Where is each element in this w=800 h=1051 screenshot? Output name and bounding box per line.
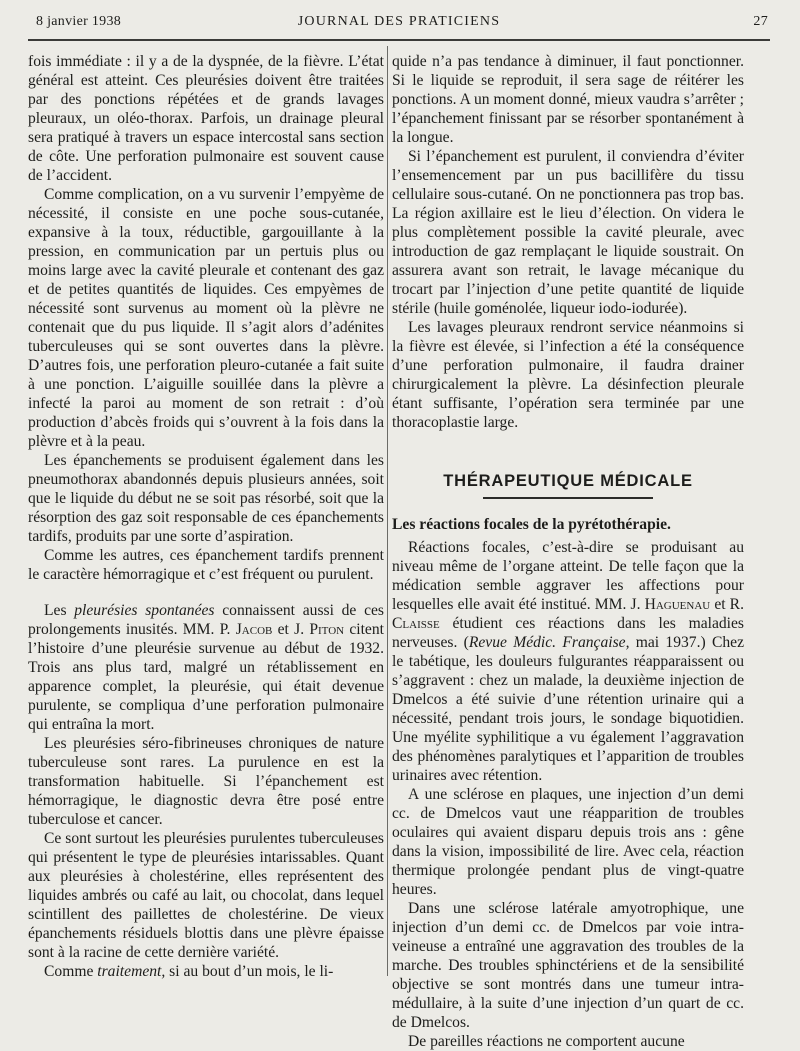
article-title: Les réactions focales de la pyrétothérapie. [392,516,671,533]
header-date: 8 janvier 1938 [36,14,122,29]
paragraph: Si l’épanchement est purulent, il conviendra d’éviter l’ensemencement par un pus bacillifère du tissu cellulaire sous-cutané. On ne ponctionnera pas trop bas. La région axillaire est le lieu d’élection. On videra le plus complètement possible la cavité pleurale, avec introduction de gaz remplaçant le liquide soustrait. On assurera avant son retrait, le lavage mécanique du trocart par l’injection d’une petite quantité de liquide stérile (huile goménolée, liqueur iodo-iodurée). [392,148,744,317]
text-run: Réactions focales, c’est-à-dire se produisant au niveau même de l’organe atteint. De telle façon que la médication semble aggraver les affections pour lesquelles elle avait été institué. MM. J. [392,539,744,613]
text-run: connaissent aussi de ces prolongements inusités. MM. P. [28,602,384,638]
left-column [28,52,384,981]
text-run: et R. [710,596,744,613]
paragraph: fois immédiate : il y a de la dyspnée, de la fièvre. L’état général est atteint. Ces pleurésies doivent être traitées par des ponctions répétées et de grands lavages pleuraux, un oléo-thorax. Parfois, un drainage pleural sera pratiqué à travers un espace intercostal sans section de côte. Une perforation pulmonaire est souvent cause de l’accident. [28,53,384,184]
author-name: Jacob [235,621,273,638]
paragraph: Dans une sclérose latérale amyotrophique, une injection d’un demi cc. de Dmelcos par voie intra-veineuse a entraîné une aggravation des troubles de la marche. Des troubles sphinctériens et de la sensibilité objective se sont montrés dans une tumeur intra-médullaire, à la suite d’une injection d’un quart de cc. de Dmelcos. [392,900,744,1031]
text-run: mai 1937.) Chez le tabétique, les douleurs fulgurantes réapparaissent ou s’aggravent : chez un malade, la deuxième injection de Dmelcos a été suivie d’une rétention urinaire qui a nécessité, pendant trois jours, le sondage biquotidien. Une myélite syphilitique a vu également l’aggravation des phénomènes paralytiques et l’apparition de troubles urinaires avec rétention. [392,634,744,784]
paragraph [28,601,384,734]
text-run: et J. [272,621,310,638]
header-journal-title: JOURNAL DES PRATICIENS [297,14,501,29]
text-run: Les [44,602,75,619]
paragraph: De pareilles réactions ne comportent aucune [408,1033,685,1050]
section-heading-rule [483,497,653,499]
paragraph: quide n’a pas tendance à diminuer, il faut ponctionner. Si le liquide se reproduit, il sera sage de réitérer les ponctions. A un moment donné, mieux vaudra s’arrêter ; l’épanchement finissant par se résorber spontanément à la longue. [392,53,744,146]
right-column [392,52,744,1051]
paragraph: Ce sont surtout les pleurésies purulentes tuberculeuses qui présentent le type de pleurésies intarissables. Quant aux pleurésies à cholestérine, elles représentent des liquides ambrés ou café au lait, ou chocolat, dans lequel scintillent des paillettes de cholestérine. De vieux épanchements résiduels blottis dans une plèvre épaisse sont à la racine de cette dernière variété. [28,830,384,961]
text-run: étudient ces réactions dans les maladies nerveuses. ( [392,615,744,651]
header-page-number: 27 [753,14,768,29]
paragraph: A une sclérose en plaques, une injection d’un demi cc. de Dmelcos vaut une réapparition de troubles oculaires qui avaient disparu depuis trois ans : gêne dans la vision, impossibilité de lire. Avec cela, réaction thermique prolongée pendant plus de vingt-quatre heures. [392,786,744,898]
text-run: Comme [44,963,98,980]
journal-reference: Revue Médic. Française, [468,634,630,651]
text-run: si au bout d’un mois, le li- [165,963,334,980]
column-divider [387,46,388,976]
running-header [28,14,770,36]
section-heading: THÉRAPEUTIQUE MÉDICALE [443,472,693,490]
paragraph [392,538,744,785]
text-run: citent l’histoire d’une pleurésie survenue au début de 1932. Trois ans plus tard, malgré un rétablissement en apparence complet, la pleurésie, qui était devenue purulente, se compliqua d’une perforation pulmonaire qui entraîna la mort. [28,621,384,733]
paragraph: Les pleurésies séro-fibrineuses chroniques de nature tuberculeuse sont rares. La purulence en est la transformation habituelle. Si l’épanchement est hémorragique, le diagnostic devra être posé entre tuberculose et cancer. [28,735,384,828]
author-name: Piton [309,621,345,638]
paragraph: Comme les autres, ces épanchement tardifs prennent le caractère hémorragique et c’est fréquent ou purulent. [28,547,384,583]
author-name: Haguenau [644,596,711,613]
paragraph: Comme complication, on a vu survenir l’empyème de nécessité, il consiste en une poche sous-cutanée, expansive à la toux, réductible, gargouillante à la pression, en communication par un pertuis plus ou moins large avec la cavité pleurale et contenant des gaz et de petites quantités de liquides. Ces empyèmes de nécessité sont survenus au moment où la plèvre ne contenait que du pus liquide. Il s’agit alors d’adénites tuberculeuses qui se sont ouvertes dans la plèvre. D’autres fois, une perforation pleuro-cutanée a fait suite à une ponction. L’aiguille souillée dans la plèvre a infecté la paroi au moment de son retrait : d’où production d’abcès froids qui s’ouvrent à la fois dans la plèvre et à la peau. [28,186,384,450]
paragraph [28,962,384,981]
author-name: Claisse [392,615,440,632]
paragraph: Les lavages pleuraux rendront service néanmoins si la fièvre est élevée, si l’infection a été la conséquence d’une perforation pulmonaire, il faudra drainer chirurgicalement la plèvre. La désinfection pleurale étant suffisante, l’opération sera terminée par une thoracoplastie large. [392,319,744,431]
header-rule [28,39,770,41]
italic-term: pleurésies spontanées [74,602,215,619]
italic-term: traitement, [97,963,166,980]
paragraph: Les épanchements se produisent également dans les pneumothorax abandonnés depuis plusieurs années, soit que le liquide du début ne se soit pas résorbé, soit que la résorption des gaz soit responsable de ces épanchements tardifs, produits par une sorte d’aspiration. [28,452,384,545]
